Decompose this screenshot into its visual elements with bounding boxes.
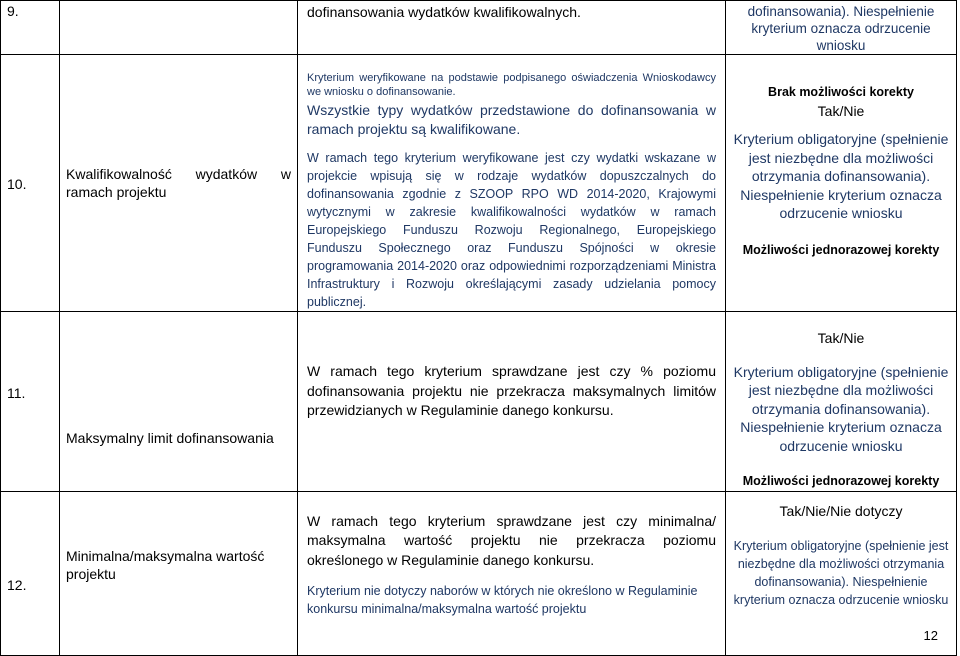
criterion-statement: Wszystkie typy wydatków przedstawione do dofinansowania w ramach projektu są kwalifikowane. xyxy=(307,102,716,137)
criterion-description-cell xyxy=(298,55,726,312)
table-row xyxy=(1,491,957,655)
answer-options: Tak/Nie xyxy=(817,102,865,119)
answer-options: Tak/Nie xyxy=(817,330,865,346)
criterion-name: Minimalna/maksymalna wartość projektu xyxy=(60,491,298,655)
criterion-description-cell xyxy=(298,491,726,655)
table-row xyxy=(1,55,957,312)
criterion-value-cell xyxy=(726,491,957,655)
row-number: 10. xyxy=(1,55,60,312)
mandatory-info: Kryterium obligatoryjne (spełnienie jest niezbędne dla możliwości otrzymania dofinansowania). Niespełnienie kryterium oznacza odrzucenie wniosku xyxy=(733,539,949,607)
criterion-value-cell xyxy=(726,312,957,492)
criterion-note: Kryterium weryfikowane na podstawie podpisanego oświadczenia Wnioskodawcy we wniosku o dofinansowanie. xyxy=(307,72,716,98)
criterion-name: Kwalifikowalność wydatków w ramach projektu xyxy=(60,55,298,312)
criterion-description: dofinansowania wydatków kwalifikowalnych. xyxy=(298,1,726,55)
correction-info: Brak możliwości korekty xyxy=(768,85,914,99)
criterion-name: Maksymalny limit dofinansowania xyxy=(60,312,298,492)
row-number: 9. xyxy=(1,1,60,55)
page-number: 12 xyxy=(923,628,938,643)
table-row xyxy=(1,1,957,55)
criterion-description: W ramach tego kryterium sprawdzane jest czy minimalna/ maksymalna wartość projektu nie przekracza poziomu określonego w Regulaminie danego konkursu. xyxy=(307,512,716,568)
table-row xyxy=(1,312,957,492)
correction-info: Możliwości jednorazowej korekty xyxy=(742,242,940,257)
criterion-note: Kryterium nie dotyczy naborów w których nie określono w Regulaminie konkursu minimalna/maksymalna wartość projektu xyxy=(307,584,698,616)
criterion-name xyxy=(60,1,298,55)
criterion-description: W ramach tego kryterium sprawdzane jest czy % poziomu dofinansowania projektu nie przekracza maksymalnych limitów przewidzianych w Regulaminie danego konkursu. xyxy=(307,363,716,418)
criterion-description: W ramach tego kryterium weryfikowane jest czy wydatki wskazane w projekcie wpisują się w rodzaje wydatków dopuszczalnych do dofinansowania zgodnie z SZOOP RPO WD 2014-2020, Krajowymi wytycznymi w zakresie kwalifikowalności wydatków w ramach Europejskiego Funduszu Rozwoju Regionalnego, Europejskiego Funduszu Społecznego oraz Funduszu Spójności w okresie programowania 2014-2020 oraz odpowiednimi rozporządzeniami Ministra Infrastruktury i Rozwoju określającymi zasady udzielania pomocy publicznej. xyxy=(307,151,716,309)
row-number: 11. xyxy=(1,312,60,492)
answer-options: Tak/Nie/Nie dotyczy xyxy=(779,502,903,519)
correction-info: Możliwości jednorazowej korekty xyxy=(742,474,940,488)
criterion-value-cell xyxy=(726,55,957,312)
mandatory-info: Kryterium obligatoryjne (spełnienie jest niezbędne dla możliwości otrzymania dofinansowania). Niespełnienie kryterium oznacza odrzucenie wniosku xyxy=(733,363,949,454)
criterion-description-cell xyxy=(298,312,726,492)
row-number: 12. xyxy=(1,491,60,655)
mandatory-info: Kryterium obligatoryjne (spełnienie jest niezbędne dla możliwości otrzymania dofinansowania). Niespełnienie kryterium oznacza odrzucenie wniosku xyxy=(733,131,949,221)
criterion-value: dofinansowania). Niespełnienie kryterium oznacza odrzucenie wniosku xyxy=(726,1,957,55)
